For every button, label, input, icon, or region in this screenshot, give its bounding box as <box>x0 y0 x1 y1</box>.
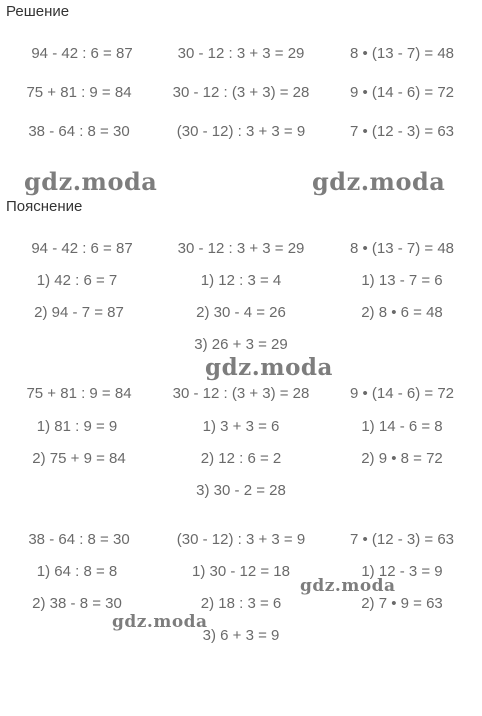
expl-b2-c2-l4: 3) 30 - 2 = 28 <box>196 482 286 499</box>
expl-b1-c1-l3: 2) 94 - 7 = 87 <box>34 304 124 321</box>
expl-b3-c2-l3: 2) 18 : 3 = 6 <box>200 595 282 612</box>
expl-b2-c3-l2: 1) 14 - 6 = 8 <box>361 418 443 435</box>
expl-b1-c3-l2: 1) 13 - 7 = 6 <box>361 272 443 289</box>
expl-b1-c2-l4: 3) 26 + 3 = 29 <box>194 336 288 353</box>
expl-b3-c1-l3: 2) 38 - 8 = 30 <box>32 595 122 612</box>
solution-r2-c2: 30 - 12 : (3 + 3) = 28 <box>172 84 310 101</box>
expl-b1-c3-l1: 8 • (13 - 7) = 48 <box>349 240 455 257</box>
solution-r1-c1: 94 - 42 : 6 = 87 <box>31 45 133 62</box>
solution-r3-c2: (30 - 12) : 3 + 3 = 9 <box>176 123 306 140</box>
solution-r3-c3: 7 • (12 - 3) = 63 <box>349 123 455 140</box>
solution-r2-c1: 75 + 81 : 9 = 84 <box>26 84 132 101</box>
solution-r1-c3: 8 • (13 - 7) = 48 <box>349 45 455 62</box>
expl-b3-c3-l2: 1) 12 - 3 = 9 <box>361 563 443 580</box>
expl-b3-c1-l2: 1) 64 : 8 = 8 <box>36 563 118 580</box>
expl-b3-c2-l2: 1) 30 - 12 = 18 <box>192 563 290 580</box>
expl-b1-c2-l3: 2) 30 - 4 = 26 <box>196 304 286 321</box>
expl-b1-c1-l1: 94 - 42 : 6 = 87 <box>31 240 133 257</box>
expl-b2-c3-l3: 2) 9 • 8 = 72 <box>361 450 443 467</box>
expl-b1-c2-l1: 30 - 12 : 3 + 3 = 29 <box>177 240 305 257</box>
expl-b1-c3-l3: 2) 8 • 6 = 48 <box>361 304 443 321</box>
watermark-logo: gdz.moda <box>24 167 158 196</box>
expl-b2-c1-l2: 1) 81 : 9 = 9 <box>36 418 118 435</box>
solution-r3-c1: 38 - 64 : 8 = 30 <box>28 123 130 140</box>
watermark-logo: gdz.moda <box>205 354 333 381</box>
expl-b3-c2-l1: (30 - 12) : 3 + 3 = 9 <box>176 531 306 548</box>
watermark-logo: gdz.moda <box>112 612 208 632</box>
expl-b3-c3-l1: 7 • (12 - 3) = 63 <box>349 531 455 548</box>
expl-b2-c2-l3: 2) 12 : 6 = 2 <box>200 450 282 467</box>
expl-b2-c1-l3: 2) 75 + 9 = 84 <box>32 450 126 467</box>
expl-b3-c3-l3: 2) 7 • 9 = 63 <box>361 595 443 612</box>
watermark-logo: gdz.moda <box>300 576 396 596</box>
expl-b2-c1-l1: 75 + 81 : 9 = 84 <box>26 385 132 402</box>
expl-b2-c2-l2: 1) 3 + 3 = 6 <box>202 418 280 435</box>
expl-b1-c2-l2: 1) 12 : 3 = 4 <box>200 272 282 289</box>
watermark-logo: gdz.moda <box>312 167 446 196</box>
explanation-heading: Пояснение <box>6 198 83 215</box>
solution-heading: Решение <box>6 3 70 20</box>
expl-b3-c2-l4: 3) 6 + 3 = 9 <box>202 627 280 644</box>
solution-r2-c3: 9 • (14 - 6) = 72 <box>349 84 455 101</box>
expl-b2-c3-l1: 9 • (14 - 6) = 72 <box>349 385 455 402</box>
expl-b2-c2-l1: 30 - 12 : (3 + 3) = 28 <box>172 385 310 402</box>
solution-r1-c2: 30 - 12 : 3 + 3 = 29 <box>177 45 305 62</box>
expl-b1-c1-l2: 1) 42 : 6 = 7 <box>36 272 118 289</box>
expl-b3-c1-l1: 38 - 64 : 8 = 30 <box>28 531 130 548</box>
